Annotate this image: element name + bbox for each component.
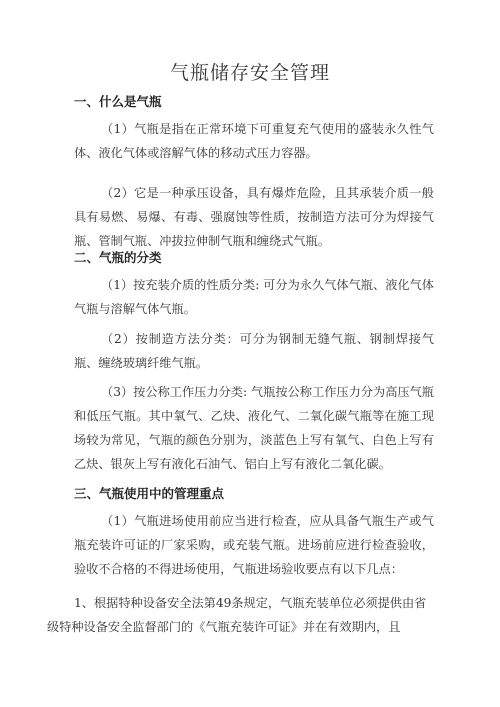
section-3-paragraph-2: 1、根据特种设备安全法第49条规定，气瓶充装单位必须提供由省级特种设备安全监督部门的《气瓶充装许可证》并在有效期内，且: [47, 596, 427, 634]
section-2-paragraph-1: （1）按充装介质的性质分类: 可分为永久气体气瓶、液化气体气瓶与溶解气体气瓶。: [74, 278, 434, 316]
document-title: 气瓶储存安全管理: [169, 62, 330, 84]
section-heading-1: 一、什么是气瓶: [74, 94, 162, 109]
section-heading-2: 二、气瓶的分类: [74, 250, 162, 265]
section-2-paragraph-3: （3）按公称工作压力分类: 气瓶按公称工作压力分为高压气瓶和低压气瓶。其中氧气、乙炔、液化气、二氧化碳气瓶等在施工现场较为常见，气瓶的颜色分别为，淡蓝色上写有氧气、白色上写有乙炔、银灰上写有液化石油气、铝白上写有液化二氧化碳。: [74, 385, 434, 471]
section-1-paragraph-2: （2）它是一种承压设备，具有爆炸危险，且其承装介质一般具有易燃、易爆、有毒、强腐蚀等性质，按制造方法可分为焊接气瓶、管制气瓶、冲拔拉伸制气瓶和缠绕式气瓶。: [74, 186, 434, 248]
section-1-paragraph-1: （1）气瓶是指在正常环境下可重复充气使用的盛装永久性气体、液化气体或溶解气体的移动式压力容器。: [74, 122, 434, 160]
section-3-paragraph-1: （1）气瓶进场使用前应当进行检查，应从具备气瓶生产或气瓶充装许可证的厂家采购，或充装气瓶。进场前应进行检查验收，验收不合格的不得进场使用，气瓶进场验收要点有以下几点：: [74, 514, 434, 576]
section-heading-3: 三、气瓶使用中的管理重点: [74, 486, 225, 501]
section-2-paragraph-2: （2）按制造方法分类：可分为钢制无缝气瓶、钢制焊接气瓶、缠绕玻璃纤维气瓶。: [74, 332, 434, 370]
